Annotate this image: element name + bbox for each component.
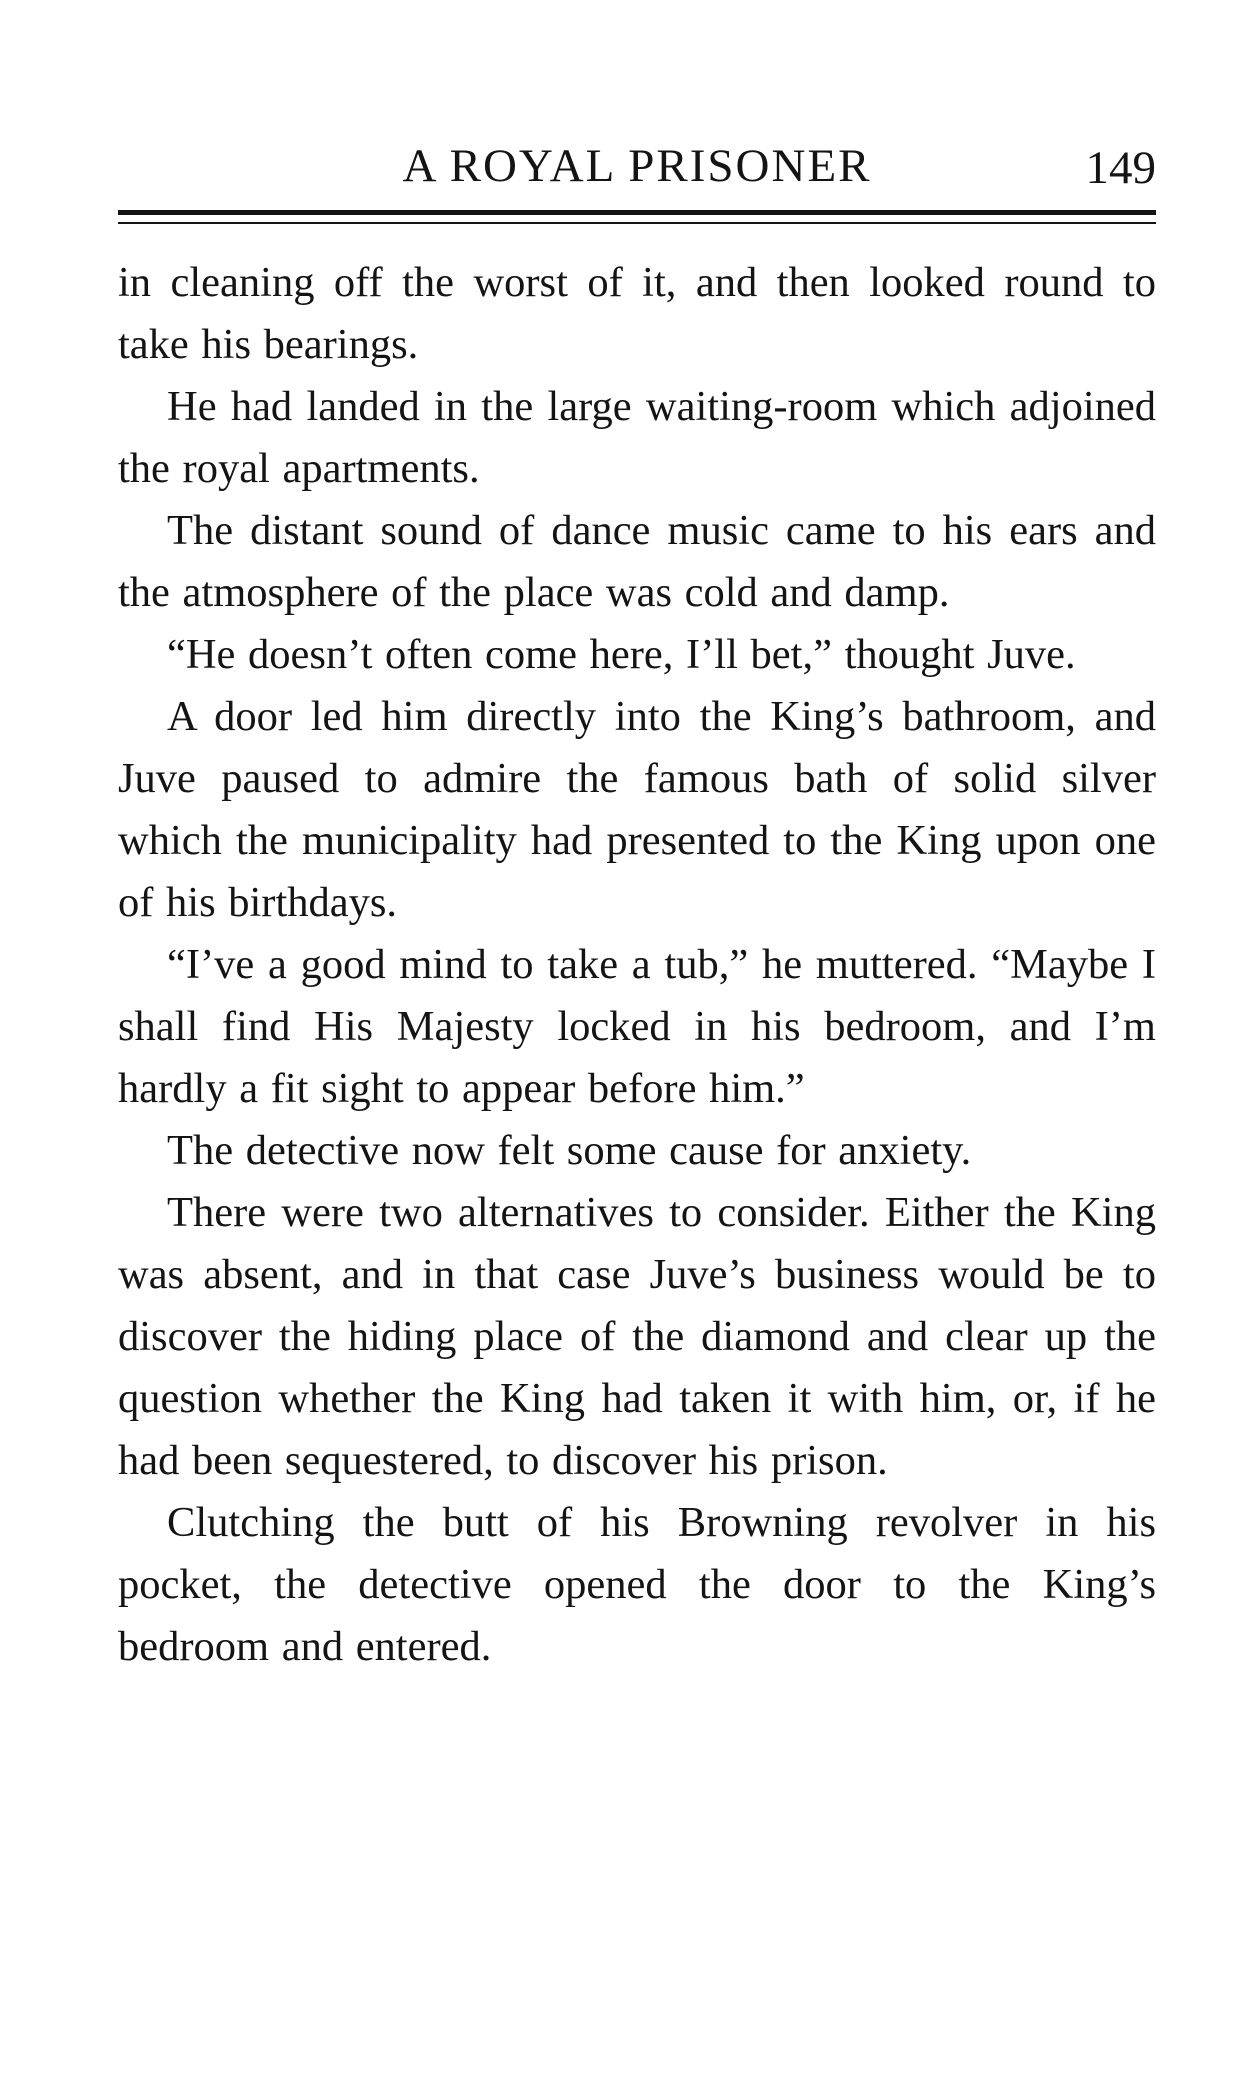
paragraph-5: A door led him directly into the King’s bathroom, and Juve paused to admire the famous bath of solid silver which the municipality had presented to the King upon one of his birthdays.: [118, 693, 1156, 926]
paragraph-7: The detective now felt some cause for anxiety.: [167, 1127, 972, 1174]
paragraph-2: He had landed in the large waiting-room which adjoined the royal apartments.: [118, 383, 1156, 492]
paragraph-1: in cleaning off the worst of it, and then looked round to take his bearings.: [118, 259, 1156, 368]
paragraph-8: There were two alternatives to consider. Either the King was absent, and in that case Juve’s business would be to discover the hiding place of the diamond and clear up the question whether the King had taken it with him, or, if he had been sequestered, to discover his prison.: [118, 1189, 1156, 1484]
header-rule-thin: [118, 222, 1156, 224]
running-title: A ROYAL PRISONER: [402, 140, 872, 192]
running-head: [118, 136, 1156, 196]
paragraph-9: Clutching the butt of his Browning revolver in his pocket, the detective opened the door to the King’s bedroom and entered.: [118, 1499, 1156, 1670]
body-text: [118, 252, 1156, 1678]
paragraph-3: The distant sound of dance music came to his ears and the atmosphere of the place was cold and damp.: [118, 507, 1156, 616]
paragraph-6: “I’ve a good mind to take a tub,” he muttered. “Maybe I shall find His Majesty locked in his bedroom, and I’m hardly a fit sight to appear before him.”: [118, 941, 1156, 1112]
page-number: 149: [1085, 142, 1156, 194]
paragraph-4: “He doesn’t often come here, I’ll bet,” thought Juve.: [167, 631, 1076, 678]
header-rule-thick: [118, 210, 1156, 215]
